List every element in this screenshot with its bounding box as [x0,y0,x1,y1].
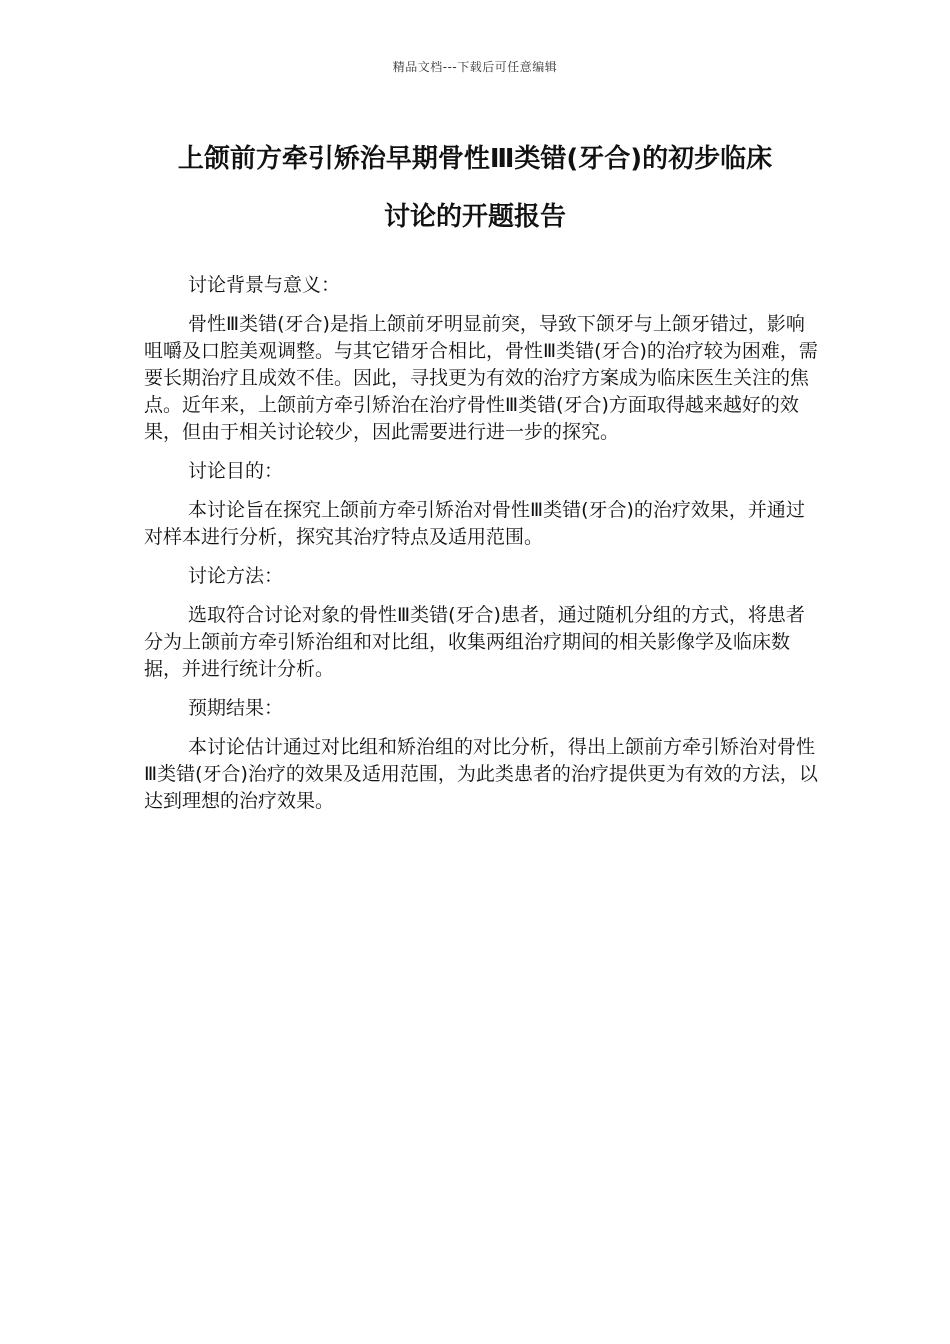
section-paragraph: 选取符合讨论对象的骨性Ⅲ类错(牙合)患者，通过随机分组的方式，将患者分为上颌前方牵引矫治组和对比组，收集两组治疗期间的相关影像学及临床数据，并进行统计分析。 [144,604,805,680]
section-paragraph: 本讨论估计通过对比组和矫治组的对比分析，得出上颌前方牵引矫治对骨性Ⅲ类错(牙合)治疗的效果及适用范围，为此类患者的治疗提供更为有效的方法，以达到理想的治疗效果。 [144,736,818,812]
section-background [144,272,820,446]
section-paragraph: 本讨论旨在探究上颌前方牵引矫治对骨性Ⅲ类错(牙合)的治疗效果，并通过对样本进行分析，探究其治疗特点及适用范围。 [144,499,805,548]
document-body [144,272,820,827]
title-line-2: 讨论的开题报告 [383,202,566,232]
section-heading: 讨论方法： [188,565,284,587]
document-title [120,130,830,246]
title-line-1: 上颌前方牵引矫治早期骨性Ⅲ类错(牙合)的初步临床 [177,144,773,174]
section-expected-results [144,695,820,815]
page-header: 精品文档---下载后可任意编辑 [392,60,558,74]
section-purpose [144,458,820,551]
section-heading: 预期结果： [188,697,284,719]
section-method [144,563,820,683]
section-heading: 讨论背景与意义： [188,274,341,296]
section-heading: 讨论目的： [188,460,284,482]
section-paragraph: 骨性Ⅲ类错(牙合)是指上颌前牙明显前突，导致下颌牙与上颌牙错过，影响咀嚼及口腔美观调整。与其它错牙合相比，骨性Ⅲ类错(牙合)的治疗较为困难，需要长期治疗且成效不佳。因此，寻找更为有效的治疗方案成为临床医生关注的焦点。近年来，上颌前方牵引矫治在治疗骨性Ⅲ类错(牙合)方面取得越来越好的效果，但由于相关讨论较少，因此需要进行进一步的探究。 [144,313,818,443]
